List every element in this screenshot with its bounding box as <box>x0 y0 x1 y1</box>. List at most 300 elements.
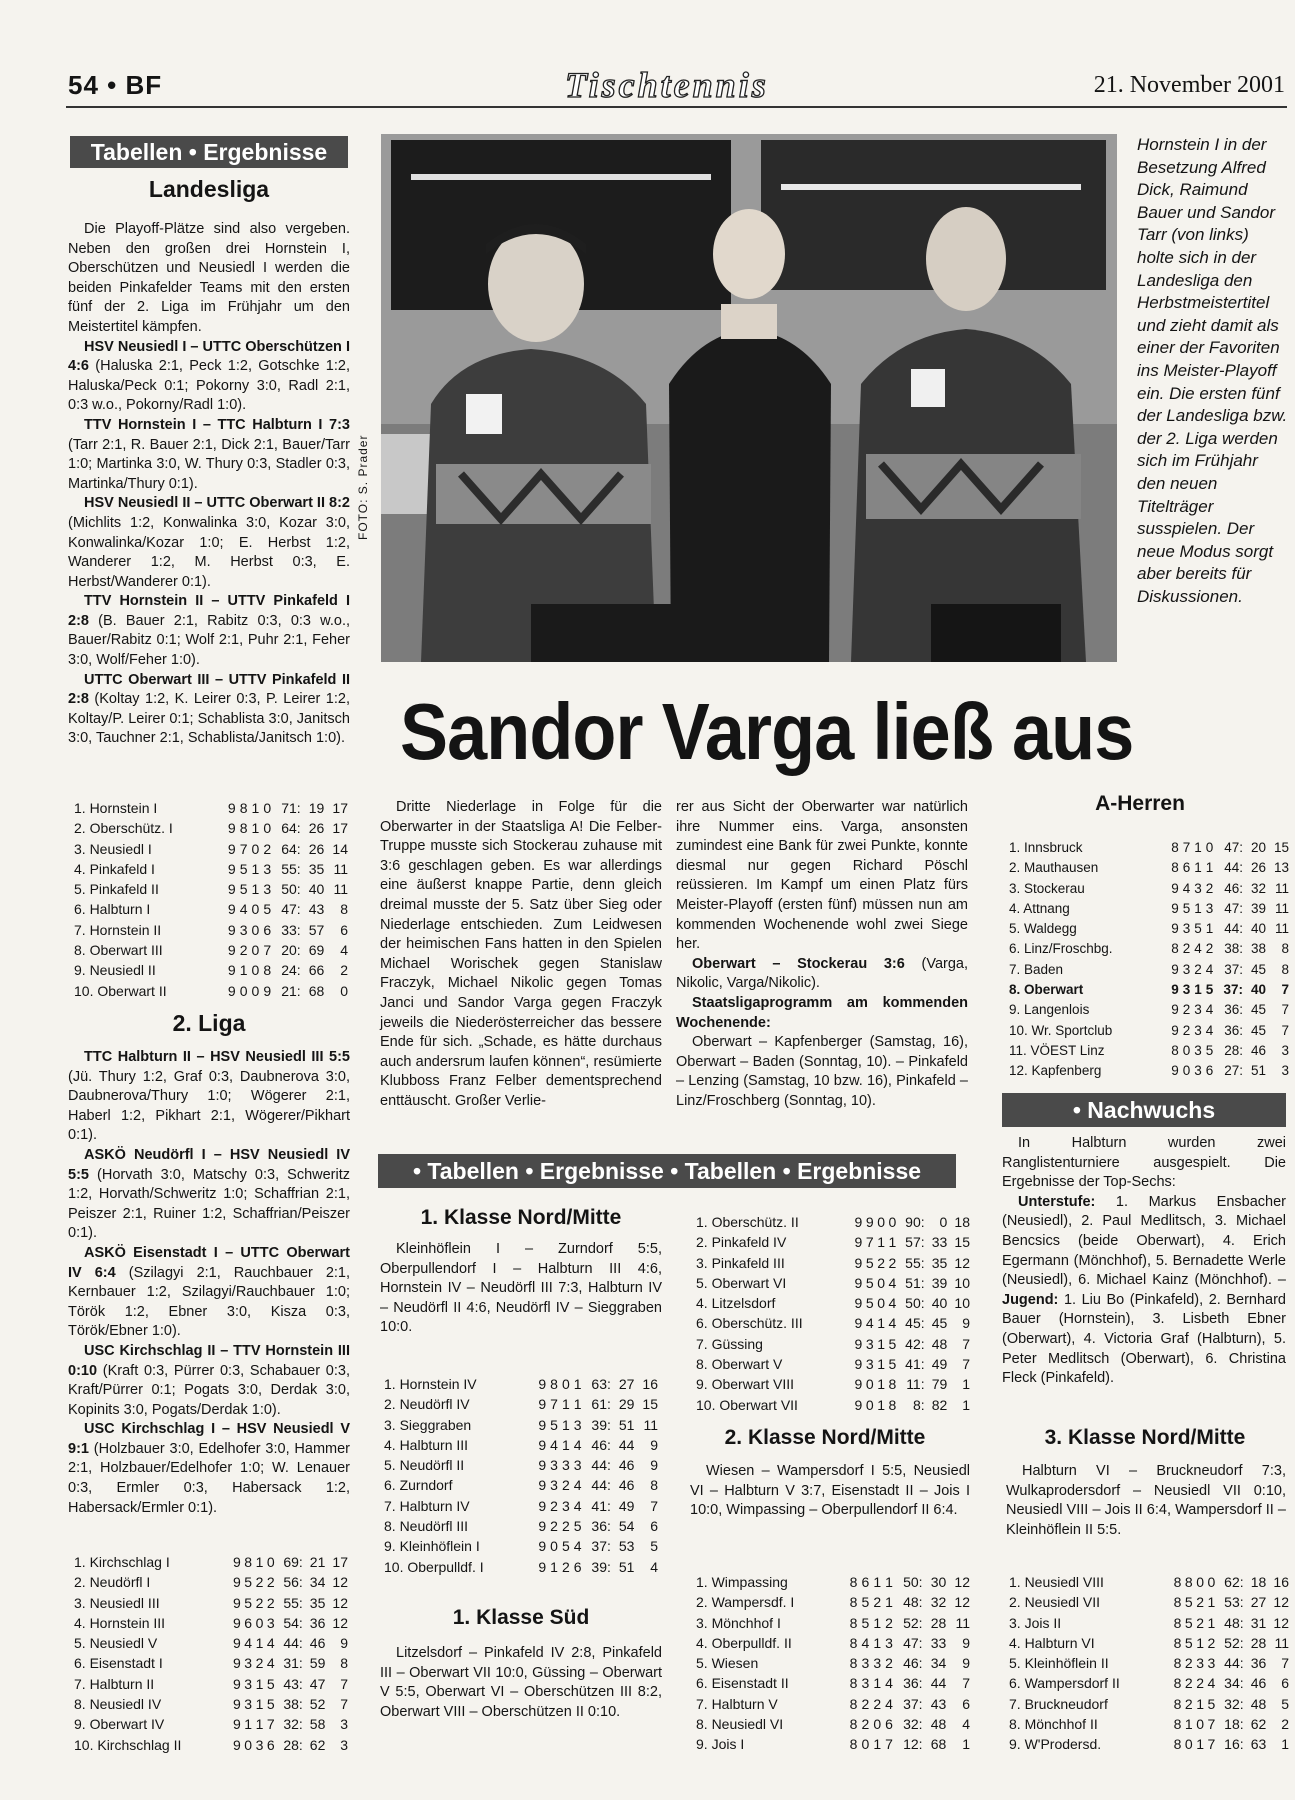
cell-team: 8. Neusiedl IV <box>74 1696 162 1713</box>
cell-wins: 2 <box>239 942 248 959</box>
cell-draws: 1 <box>873 1574 882 1590</box>
cell-games: 9 <box>233 1655 241 1672</box>
cell-team: 3. Neusiedl I <box>74 840 152 857</box>
table-row <box>74 1694 348 1714</box>
cell-sets-lost: 68 <box>930 1736 947 1753</box>
cell-points: 9 <box>650 1436 658 1453</box>
cell-wins: 3 <box>244 1696 253 1713</box>
cell-games: 9 <box>1171 1022 1179 1038</box>
cell-losses: 3 <box>266 1614 275 1631</box>
cell-team: 6. Eisenstadt I <box>74 1655 163 1672</box>
cell-points: 3 <box>1281 1063 1289 1079</box>
table-row <box>74 1674 348 1694</box>
cell-sets-won: 12: <box>903 1736 923 1753</box>
cell-sets-won: 24: <box>281 962 301 979</box>
cell-draws: 1 <box>561 1416 570 1433</box>
cell-sets-lost: 79 <box>931 1376 948 1393</box>
table-row <box>696 1293 970 1313</box>
cell-wins: 6 <box>1182 860 1191 876</box>
table-row <box>384 1557 658 1577</box>
table-row <box>1009 980 1289 1000</box>
team-photo-illustration <box>381 134 1117 662</box>
cell-losses: 2 <box>1205 880 1214 896</box>
cell-losses: 4 <box>1205 1002 1214 1018</box>
issue-date: 21. November 2001 <box>1093 72 1285 98</box>
cell-draws: 1 <box>877 1335 885 1352</box>
table-row <box>384 1496 658 1516</box>
cell-sets-lost: 28 <box>1250 1634 1267 1651</box>
cell-losses: 3 <box>1205 900 1214 916</box>
cell-losses: 4 <box>266 1635 275 1652</box>
cell-team: 8. Neusiedl VI <box>696 1716 784 1733</box>
cell-sets-lost: 45 <box>1250 1002 1266 1018</box>
table-row <box>74 960 348 980</box>
cell-sets-lost: 46 <box>1250 1042 1266 1058</box>
cell-team: 8. Neudörfl III <box>384 1518 469 1535</box>
cell-sets-lost: 33 <box>931 1234 948 1251</box>
table-row <box>74 1613 348 1633</box>
landesliga-match-detail: (Tarr 2:1, R. Bauer 2:1, Dick 2:1, Bauer/Tarr 1:0; Martinka 3:0, W. Thury 0:3, Stadler 0:3, Martinka/Thury 0:1). <box>68 436 350 492</box>
cell-wins: 4 <box>861 1634 870 1651</box>
cell-games: 8 <box>1173 1736 1182 1753</box>
cell-sets-won: 56: <box>283 1574 303 1591</box>
cell-sets-lost: 31 <box>1250 1614 1267 1631</box>
table-row <box>696 1673 970 1693</box>
cell-losses: 5 <box>1207 1695 1216 1712</box>
cell-wins: 0 <box>865 1396 874 1413</box>
cell-sets-lost: 44 <box>930 1675 947 1692</box>
cell-sets-lost: 32 <box>930 1594 947 1611</box>
cell-draws: 1 <box>255 1635 264 1652</box>
article-col1 <box>380 798 662 1112</box>
cell-losses: 1 <box>1205 860 1214 876</box>
table-row <box>1009 1653 1289 1673</box>
cell-sets-won: 34: <box>1224 1675 1244 1692</box>
k3nord-title: 3. Klasse Nord/Mitte <box>1044 1426 1246 1449</box>
table-row <box>384 1475 658 1495</box>
cell-team: 2. Neusiedl VII <box>1009 1594 1101 1611</box>
cell-draws: 5 <box>561 1538 570 1555</box>
cell-sets-won: 41: <box>905 1356 925 1373</box>
cell-team: 2. Oberschütz. I <box>74 820 173 837</box>
cell-games: 9 <box>854 1396 863 1413</box>
cell-games: 8 <box>849 1594 858 1611</box>
table-row <box>74 981 348 1001</box>
liga2-table <box>74 1552 348 1755</box>
cell-losses: 4 <box>1205 961 1214 977</box>
cell-draws: 1 <box>877 1234 885 1251</box>
cell-games: 8 <box>1171 941 1179 957</box>
cell-wins: 1 <box>244 1716 253 1733</box>
cell-sets-lost: 43 <box>930 1695 947 1712</box>
cell-wins: 3 <box>1182 961 1191 977</box>
cell-points: 7 <box>962 1356 970 1373</box>
cell-points: 11 <box>1274 880 1289 896</box>
cell-wins: 0 <box>550 1538 558 1555</box>
cell-games: 9 <box>854 1214 863 1230</box>
cell-wins: 8 <box>550 1376 558 1392</box>
cell-draws: 0 <box>877 1214 885 1230</box>
cell-wins: 2 <box>1184 1655 1193 1672</box>
cell-points: 15 <box>954 1234 970 1251</box>
cell-sets-lost: 53 <box>618 1538 635 1555</box>
cell-losses: 0 <box>1207 1574 1216 1590</box>
cell-sets-lost: 46 <box>1250 1675 1267 1692</box>
cell-games: 9 <box>1171 961 1179 977</box>
cell-draws: 1 <box>255 1696 264 1713</box>
cell-games: 8 <box>849 1574 858 1590</box>
cell-sets-won: 36: <box>591 1518 611 1535</box>
cell-team: 4. Litzelsdorf <box>696 1295 776 1312</box>
article-headline: Sandor Varga ließ aus <box>400 687 1134 776</box>
cell-team: 3. Jois II <box>1009 1614 1062 1631</box>
k1sued-text: Litzelsdorf – Pinkafeld IV 2:8, Pinkafeld III – Oberwart VII 10:0, Güssing – Oberwart V 5:5, Oberwart VI – Oberschützen III 8:2, Oberwart VIII – Oberschützen II 0:10. <box>380 1645 662 1720</box>
cell-team: 1. Oberschütz. II <box>696 1214 799 1230</box>
cell-games: 8 <box>1171 1042 1179 1058</box>
cell-games: 9 <box>538 1518 547 1535</box>
cell-team: 8. Mönchhof II <box>1009 1716 1098 1733</box>
cell-wins: 5 <box>861 1594 870 1611</box>
cell-team: 5. Neudörfl II <box>384 1457 465 1474</box>
cell-draws: 3 <box>1194 1063 1202 1079</box>
cell-points: 7 <box>1281 1002 1289 1018</box>
cell-sets-won: 36: <box>903 1675 923 1692</box>
cell-points: 1 <box>1281 1736 1289 1753</box>
cell-losses: 0 <box>888 1214 897 1230</box>
cell-games: 8 <box>1173 1574 1182 1590</box>
landesliga-match <box>68 592 350 670</box>
cell-points: 7 <box>962 1335 970 1352</box>
cell-team: 9. Neusiedl II <box>74 962 156 979</box>
cell-sets-won: 42: <box>905 1335 925 1352</box>
cell-games: 8 <box>1173 1634 1182 1651</box>
cell-losses: 4 <box>573 1436 582 1453</box>
cell-points: 11 <box>643 1416 658 1433</box>
table-row <box>1009 838 1289 858</box>
cell-sets-lost: 38 <box>1250 941 1266 957</box>
cell-sets-won: 46: <box>903 1655 923 1672</box>
cell-team: 6. Zurndorf <box>384 1477 453 1494</box>
cell-draws: 1 <box>1194 982 1202 998</box>
cell-draws: 1 <box>251 800 260 816</box>
cell-team: 5. Kleinhöflein II <box>1009 1655 1109 1672</box>
cell-draws: 2 <box>1196 1614 1205 1631</box>
cell-sets-lost: 82 <box>931 1396 948 1413</box>
table-row <box>1009 1061 1289 1081</box>
cell-team: 5. Waldegg <box>1009 921 1077 937</box>
cell-games: 9 <box>854 1335 863 1352</box>
cell-losses: 6 <box>573 1558 582 1575</box>
cell-points: 4 <box>340 942 348 959</box>
cell-points: 13 <box>1273 860 1289 876</box>
cell-sets-won: 28: <box>1224 1042 1244 1058</box>
cell-wins: 5 <box>1184 1634 1193 1651</box>
cell-games: 8 <box>849 1695 858 1712</box>
table-row <box>74 1593 348 1613</box>
cell-losses: 2 <box>885 1614 893 1631</box>
cell-losses: 4 <box>573 1497 582 1514</box>
cell-games: 9 <box>854 1315 863 1332</box>
cell-sets-won: 44: <box>283 1635 303 1652</box>
cell-sets-lost: 21 <box>309 1554 326 1570</box>
cell-losses: 7 <box>885 1736 893 1753</box>
table-row <box>1009 1021 1289 1041</box>
cell-sets-won: 36: <box>1224 1002 1244 1018</box>
cell-games: 9 <box>233 1614 241 1631</box>
table-row <box>696 1253 970 1273</box>
table-row <box>74 1653 348 1673</box>
cell-draws: 1 <box>877 1356 885 1373</box>
page-number: 54 • BF <box>68 70 163 100</box>
cell-sets-lost: 44 <box>618 1436 635 1453</box>
cell-losses: 1 <box>573 1376 582 1392</box>
cell-games: 8 <box>1171 840 1179 855</box>
cell-team: 6. Eisenstadt II <box>696 1675 789 1692</box>
cell-sets-won: 32: <box>1224 1695 1244 1712</box>
cell-losses: 1 <box>1205 921 1214 937</box>
liga2-match <box>68 1146 350 1244</box>
cell-wins: 4 <box>550 1436 558 1453</box>
cell-sets-won: 45: <box>905 1315 925 1332</box>
table-row <box>1009 919 1289 939</box>
table-row <box>696 1613 970 1633</box>
cell-wins: 3 <box>861 1655 870 1672</box>
cell-sets-lost: 57 <box>308 921 325 938</box>
cell-losses: 5 <box>1205 1042 1214 1058</box>
cell-draws: 2 <box>1196 1594 1205 1611</box>
cell-sets-won: 53: <box>1224 1594 1244 1611</box>
cell-wins: 2 <box>550 1497 558 1514</box>
team-photo <box>381 134 1117 662</box>
cell-sets-won: 32: <box>283 1716 303 1733</box>
cell-losses: 4 <box>888 1295 897 1312</box>
cell-draws: 2 <box>255 1655 264 1672</box>
cell-games: 9 <box>233 1716 241 1733</box>
cell-sets-lost: 45 <box>1250 961 1266 977</box>
cell-sets-lost: 69 <box>308 942 325 959</box>
cell-sets-lost: 51 <box>618 1558 635 1575</box>
cell-losses: 1 <box>888 1234 897 1251</box>
nachwuchs-intro: In Halbturn wurden zwei Ranglistenturniere ausgespielt. Die Ergebnisse der Top-Sechs: <box>1002 1135 1286 1191</box>
cell-sets-won: 64: <box>281 820 301 837</box>
cell-sets-won: 47: <box>1224 840 1244 855</box>
cell-losses: 0 <box>266 1554 275 1570</box>
cell-points: 5 <box>650 1538 658 1555</box>
cell-sets-won: 38: <box>283 1696 303 1713</box>
table-row <box>696 1633 970 1653</box>
cell-sets-lost: 39 <box>1250 900 1266 916</box>
cell-draws: 1 <box>561 1396 570 1413</box>
cell-games: 9 <box>538 1376 547 1392</box>
cell-sets-won: 54: <box>283 1614 303 1631</box>
cell-team: 7. Halbturn V <box>696 1695 778 1712</box>
landesliga-match-title: HSV Neusiedl I – UTTC Oberschützen I 4:6 <box>68 338 350 375</box>
cell-sets-won: 27: <box>1224 1063 1244 1079</box>
cell-wins: 3 <box>861 1675 870 1692</box>
liga2-match-detail: (Horvath 3:0, Matschy 0:3, Schweritz 1:2, Horvath/Schweritz 1:0; Schaffrian 2:1, Peiszer 2:1, Ruiner 1:2, Schaffrian/Peiszer 0:1). <box>68 1166 350 1242</box>
cell-losses: 7 <box>263 942 272 959</box>
cell-draws: 1 <box>1196 1634 1205 1651</box>
photo-credit: FOTO: S. Prader <box>356 434 370 540</box>
k3nord-results <box>1006 1462 1286 1540</box>
cell-team: 6. Oberschütz. III <box>696 1315 803 1332</box>
cell-draws: 0 <box>255 1614 264 1631</box>
cell-sets-won: 55: <box>281 860 301 877</box>
cell-losses: 7 <box>266 1716 275 1733</box>
table-row <box>384 1536 658 1556</box>
cell-sets-lost: 46 <box>618 1457 635 1474</box>
cell-games: 9 <box>538 1457 547 1474</box>
cell-losses: 6 <box>266 1736 275 1753</box>
cell-games: 9 <box>227 860 236 877</box>
table-row <box>384 1374 658 1394</box>
section-title: Tischtennis <box>565 65 769 105</box>
cell-sets-won: 90: <box>905 1214 925 1230</box>
table-row <box>1009 1633 1289 1653</box>
cell-points: 3 <box>340 1716 348 1733</box>
table-row <box>384 1415 658 1435</box>
cell-sets-lost: 63 <box>1250 1736 1267 1753</box>
cell-sets-lost: 32 <box>1250 880 1266 896</box>
table-row <box>696 1374 970 1394</box>
k1nord-title: 1. Klasse Nord/Mitte <box>420 1206 622 1229</box>
cell-points: 16 <box>1273 1574 1289 1590</box>
k2nord-table <box>696 1572 970 1755</box>
cell-draws: 2 <box>873 1594 882 1611</box>
table-row <box>384 1455 658 1475</box>
cell-draws: 1 <box>873 1736 882 1753</box>
cell-wins: 3 <box>239 921 248 938</box>
cell-wins: 0 <box>865 1376 874 1393</box>
cell-sets-won: 44: <box>1224 921 1244 937</box>
cell-points: 12 <box>1273 1614 1289 1631</box>
cell-losses: 1 <box>1207 1594 1216 1611</box>
table-row <box>74 1572 348 1592</box>
cell-draws: 1 <box>1194 840 1202 855</box>
k1sued-title: 1. Klasse Süd <box>452 1606 590 1629</box>
cell-draws: 0 <box>561 1376 570 1392</box>
cell-losses: 5 <box>263 901 272 918</box>
cell-games: 8 <box>1173 1594 1182 1611</box>
cell-points: 6 <box>962 1695 970 1712</box>
article-result-line <box>676 955 968 994</box>
cell-losses: 5 <box>266 1675 275 1692</box>
liga2-match-detail: (Kraft 0:3, Pürrer 0:3, Schabauer 0:3, Kraft/Pürrer 0:1; Pogats 3:0, Derdak 3:0, Kopinits 3:0, Pogats/Derdak 1:0). <box>68 1362 350 1418</box>
cell-games: 8 <box>849 1675 858 1692</box>
cell-sets-won: 55: <box>283 1594 303 1611</box>
cell-points: 1 <box>962 1736 970 1753</box>
nachwuchs-rankings <box>1002 1193 1286 1389</box>
cell-losses: 5 <box>573 1518 582 1535</box>
cell-losses: 7 <box>1207 1716 1216 1733</box>
cell-points: 8 <box>650 1477 658 1494</box>
cell-sets-lost: 26 <box>308 820 325 837</box>
cell-team: 10. Oberwart II <box>74 982 167 999</box>
cell-games: 9 <box>1171 982 1179 998</box>
cell-draws: 3 <box>873 1655 882 1672</box>
cell-losses: 2 <box>266 1574 275 1591</box>
cell-points: 11 <box>333 881 348 898</box>
cell-team: 4. Hornstein III <box>74 1614 166 1631</box>
cell-team: 1. Neusiedl VIII <box>1009 1574 1104 1590</box>
cell-points: 4 <box>962 1716 970 1733</box>
cell-games: 9 <box>233 1554 241 1570</box>
cell-losses: 3 <box>263 881 272 898</box>
cell-points: 5 <box>1281 1695 1289 1712</box>
cell-draws: 0 <box>251 840 260 857</box>
cell-draws: 0 <box>251 982 260 999</box>
k1nord-text: Kleinhöflein I – Zurndorf 5:5, Oberpullendorf I – Halbturn III 4:6, Hornstein IV – Neudörfl III 7:3, Halbturn IV – Neudörfl II 4:6, Neudörfl IV – Sieggraben 10:0. <box>380 1241 662 1336</box>
article-program-title: Staatsligaprogramm am kommenden Wochenende: <box>676 994 968 1031</box>
cell-points: 12 <box>954 1254 970 1271</box>
cell-draws: 1 <box>251 860 260 877</box>
cell-games: 9 <box>227 962 236 979</box>
cell-wins: 5 <box>244 1574 253 1591</box>
cell-losses: 7 <box>1207 1736 1216 1753</box>
cell-points: 7 <box>650 1497 658 1514</box>
cell-games: 8 <box>849 1736 858 1753</box>
cell-sets-lost: 27 <box>618 1376 635 1392</box>
cell-sets-lost: 45 <box>931 1315 948 1332</box>
cell-draws: 3 <box>1194 880 1202 896</box>
cell-wins: 4 <box>244 1635 253 1652</box>
cell-games: 8 <box>1173 1675 1182 1692</box>
cell-losses: 3 <box>573 1457 582 1474</box>
cell-sets-won: 47: <box>281 901 301 918</box>
cell-sets-lost: 34 <box>930 1655 947 1672</box>
cell-games: 9 <box>1171 1063 1179 1079</box>
cell-sets-won: 52: <box>1224 1634 1244 1651</box>
cell-wins: 3 <box>550 1457 558 1474</box>
cell-points: 6 <box>650 1518 658 1535</box>
cell-losses: 0 <box>1205 840 1214 855</box>
liga2-results <box>68 1048 350 1518</box>
cell-sets-lost: 27 <box>1250 1594 1267 1611</box>
cell-sets-lost: 40 <box>931 1295 948 1312</box>
cell-points: 12 <box>332 1594 348 1611</box>
cell-sets-won: 28: <box>283 1736 303 1753</box>
cell-points: 9 <box>962 1634 970 1651</box>
table-row <box>696 1354 970 1374</box>
cell-points: 9 <box>650 1457 658 1474</box>
cell-losses: 5 <box>888 1356 897 1373</box>
cell-wins: 4 <box>865 1315 874 1332</box>
table-row <box>1009 939 1289 959</box>
cell-wins: 2 <box>1182 941 1191 957</box>
article-col1-text: Dritte Niederlage in Folge für die Oberwarter in der Staatsliga A! Die Felber-Truppe musste sich Stockerau zuhause mit 3:6 geschlagen geben. Es war allerdings eine äußerst knappe Partie, denn gleich dreimal musste der 5. Satz über Sieg oder Niederlage entschieden. Zum Leidwesen der heimischen Fans hatten in den Spielen Michael Worischek gegen Stanislaw Fraczyk, Michael Nikolic gegen Tomas Janci und Sandor Varga gegen Fraczyk jeweils die Niederösterreicher das bessere Ende für sich. „Schade, es hätte durchaus auch andersrum laufen können“, resümierte Klubboss Franz Felber dementsprechend enttäuscht. Großer Verlie- <box>380 799 662 1109</box>
cell-wins: 2 <box>1182 1002 1191 1018</box>
cell-points: 12 <box>954 1594 970 1611</box>
k1sued-table <box>696 1212 970 1415</box>
cell-draws: 1 <box>1196 1736 1205 1753</box>
cell-sets-lost: 40 <box>1250 982 1266 998</box>
cell-losses: 2 <box>888 1254 897 1271</box>
liga2-match-detail: (Jü. Thury 1:2, Graf 0:3, Daubnerova 3:0, Daubnerova/Thury 1:0; Wögerer 2:1, Haberl 1:2, Pikhart 2:1, Wögerer/Pikhart 0:1). <box>68 1068 350 1144</box>
cell-losses: 4 <box>573 1477 582 1494</box>
cell-sets-lost: 46 <box>618 1477 635 1494</box>
cell-team: 1. Hornstein IV <box>384 1376 477 1392</box>
cell-games: 9 <box>538 1477 547 1494</box>
nachwuchs-band: • Nachwuchs <box>1002 1093 1286 1127</box>
cell-games: 9 <box>227 921 236 938</box>
cell-points: 16 <box>642 1376 658 1392</box>
cell-team: 3. Neusiedl III <box>74 1594 160 1611</box>
cell-wins: 3 <box>865 1335 874 1352</box>
cell-team: 4. Halbturn VI <box>1009 1634 1095 1651</box>
cell-losses: 4 <box>885 1675 893 1692</box>
liga2-match <box>68 1244 350 1342</box>
table-row <box>696 1232 970 1252</box>
